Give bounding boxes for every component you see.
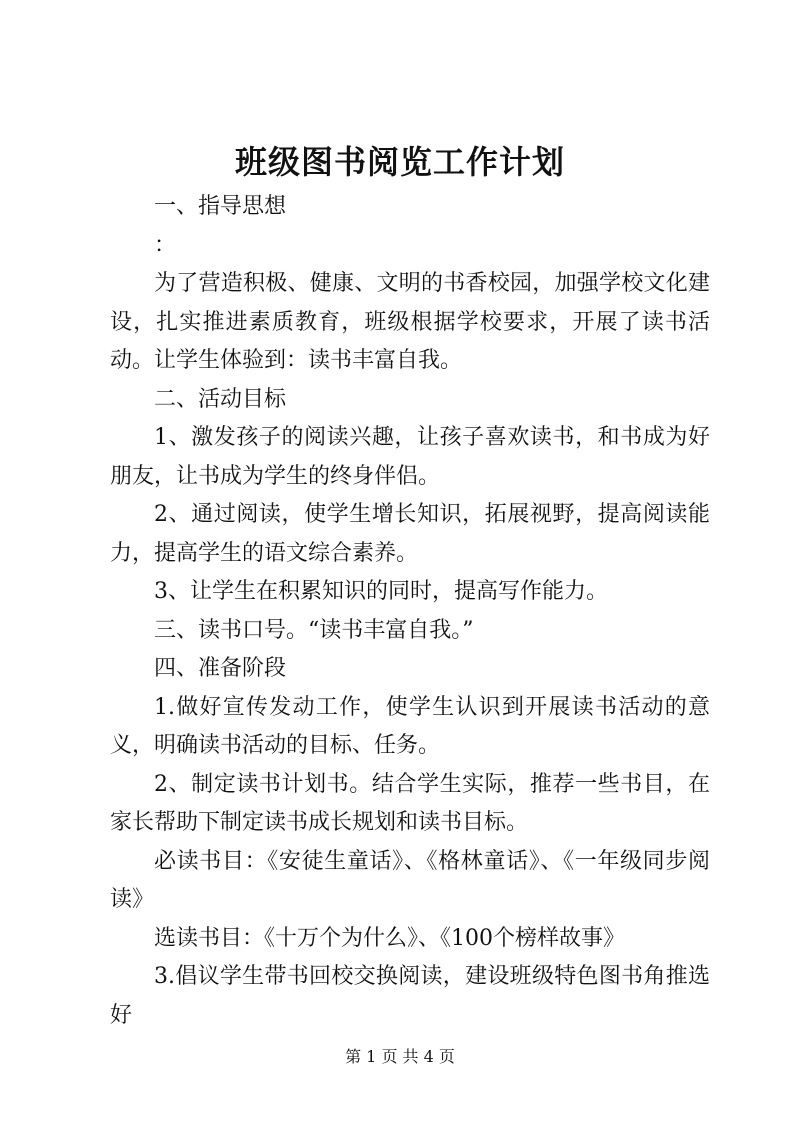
- section-heading-goals: 二、活动目标: [154, 386, 287, 412]
- paragraph-intro: 为了营造积极、健康、文明的书香校园，加强学校文化建设，扎实推进素质教育，班级根据学校要求，开展了读书活动。让学生体验到：读书丰富自我。: [110, 271, 710, 373]
- paragraph-goal-3: 3、让学生在积累知识的同时，提高写作能力。: [154, 579, 608, 604]
- section-heading-slogan: 三、读书口号。“读书丰富自我。”: [154, 617, 474, 643]
- section-heading-preparation: 四、准备阶段: [154, 656, 287, 681]
- paragraph-optional-books: 选读书目：《十万个为什么》、《100个榜样故事》: [154, 925, 625, 951]
- paragraph-goal-1: 1、激发孩子的阅读兴趣，让孩子喜欢读书，和书成为好朋友，让书成为学生的终身伴侣。: [110, 425, 710, 489]
- page-number: 第 1 页 共 4 页: [345, 1047, 455, 1066]
- paragraph-goal-2: 2、通过阅读，使学生增长知识，拓展视野，提高阅读能力，提高学生的语文综合素养。: [110, 502, 710, 566]
- paragraph-prep-1: 1.做好宣传发动工作，使学生认识到开展读书活动的意义，明确读书活动的目标、任务。: [110, 694, 710, 758]
- paragraph-required-books: 必读书目：《安徒生童话》、《格林童话》、《一年级同步阅读》: [110, 848, 710, 912]
- paragraph-colon: ：: [154, 232, 177, 258]
- paragraph-prep-3: 3.倡议学生带书回校交换阅读，建设班级特色图书角推选好: [110, 964, 710, 1028]
- document-body: [110, 188, 710, 1035]
- paragraph-prep-2: 2、制定读书计划书。结合学生实际，推荐一些书目，在家长帮助下制定读书成长规划和读书目标。: [110, 771, 710, 835]
- document-title: 班级图书阅览工作计划: [234, 143, 565, 181]
- section-heading-guiding-thought: 一、指导思想: [154, 194, 287, 219]
